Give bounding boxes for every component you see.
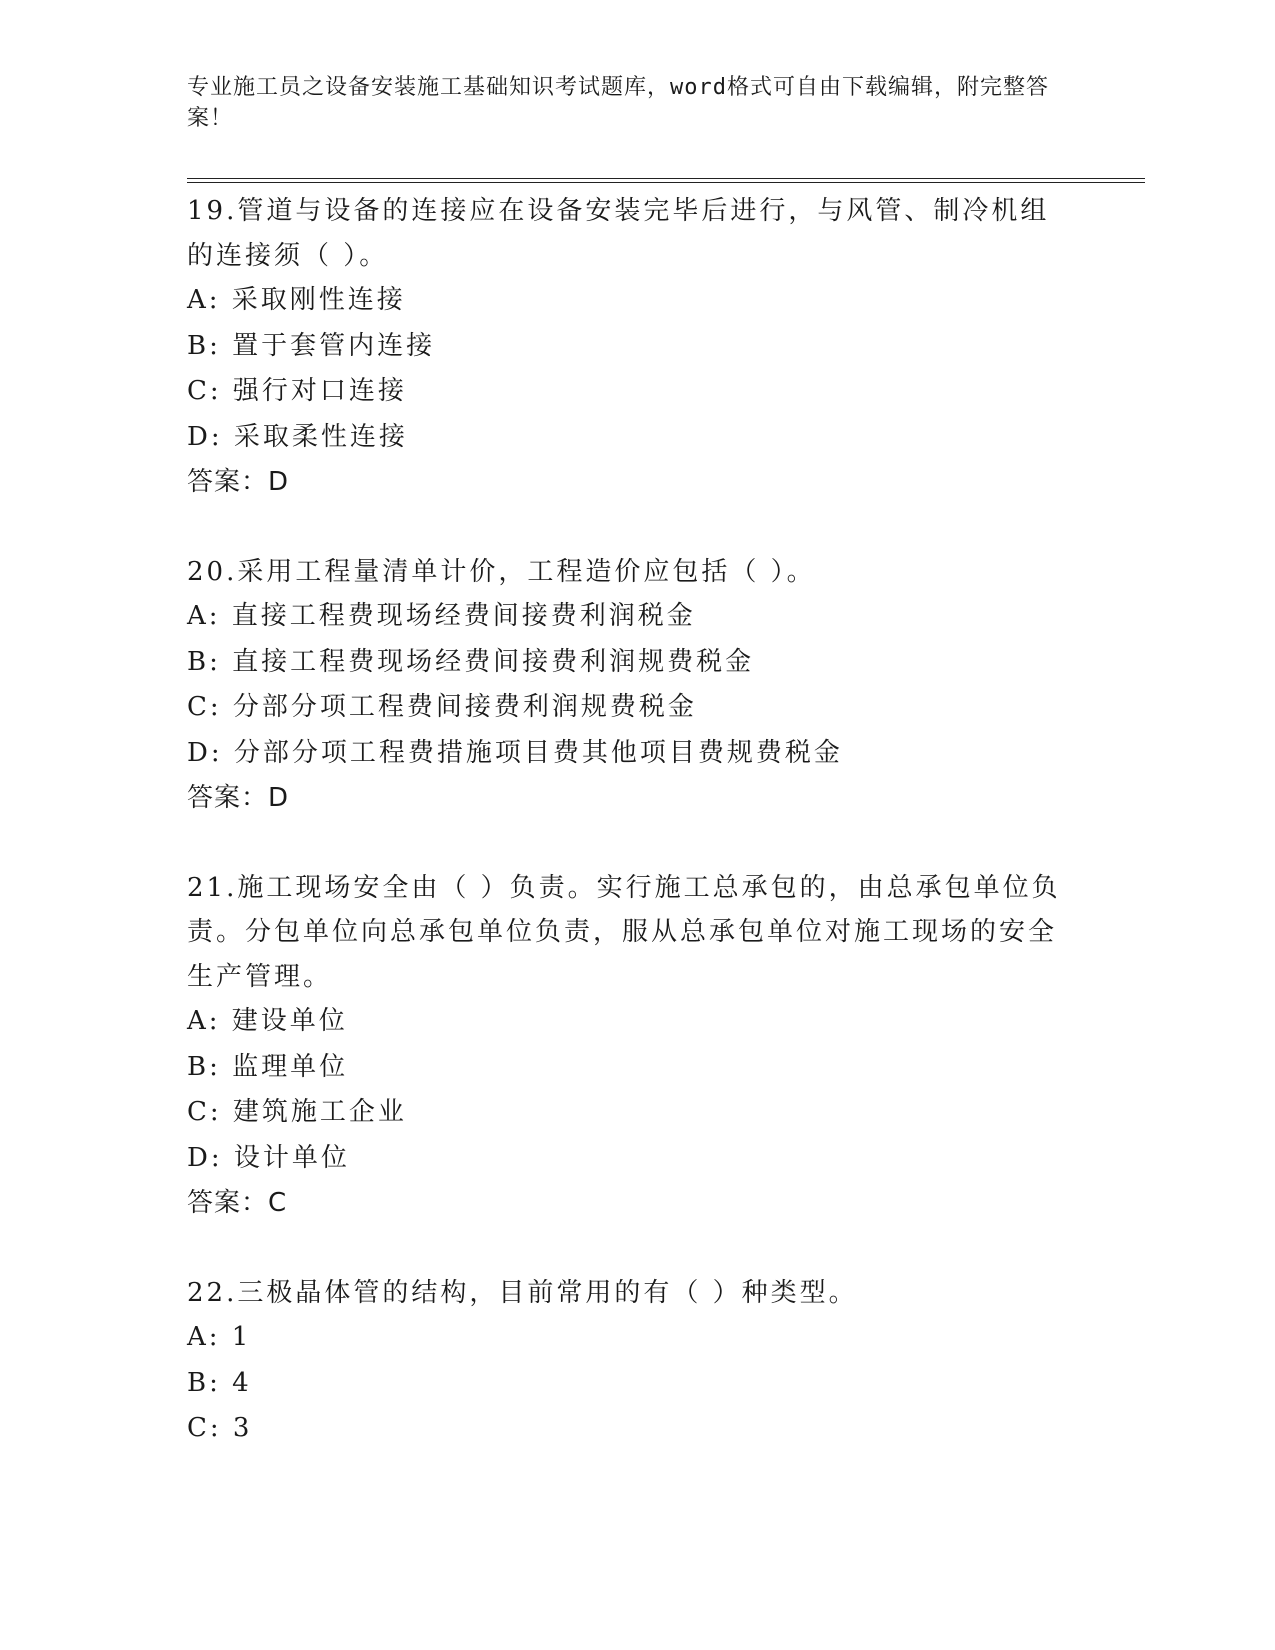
option-a: A: 采取刚性连接 [187,285,406,315]
question-21 [187,866,1067,1227]
question-19 [187,189,1067,506]
question-list [187,189,1067,1452]
option-d: D: 分部分项工程费措施项目费其他项目费规费税金 [187,737,843,768]
option-d: D: 采取柔性连接 [187,421,408,452]
option-c: C: 建筑施工企业 [187,1097,407,1127]
question-stem: 19.管道与设备的连接应在设备安装完毕后进行，与风管、制冷机组的连接须（ ）。 [187,196,1050,271]
header-divider-top [187,178,1145,179]
option-c: C: 分部分项工程费间接费利润规费税金 [187,692,697,722]
option-d: D: 设计单位 [187,1142,350,1173]
option-a: A: 1 [187,1322,252,1352]
header-divider-bottom [187,182,1145,183]
question-stem: 21.施工现场安全由（ ）负责。实行施工总承包的，由总承包单位负责。分包单位向总承包单位负责，服从总承包单位对施工现场的安全生产管理。 [187,872,1061,992]
answer: 答案：D [187,783,290,813]
question-22 [187,1271,1067,1452]
answer: 答案：C [187,1188,288,1218]
option-b: B: 监理单位 [187,1051,349,1082]
option-b: B: 4 [187,1367,252,1398]
option-a: A: 建设单位 [187,1006,348,1036]
question-stem: 22.三极晶体管的结构，目前常用的有（ ）种类型。 [187,1277,858,1308]
question-20 [187,550,1067,822]
document-header: 专业施工员之设备安装施工基础知识考试题库，word格式可自由下载编辑，附完整答案！ [187,75,1049,131]
question-stem: 20.采用工程量清单计价，工程造价应包括（ ）。 [187,556,816,587]
option-b: B: 直接工程费现场经费间接费利润规费税金 [187,646,755,677]
option-c: C: 强行对口连接 [187,376,407,406]
option-b: B: 置于套管内连接 [187,330,436,361]
option-a: A: 直接工程费现场经费间接费利润税金 [187,601,696,631]
answer: 答案：D [187,467,290,497]
option-c: C: 3 [187,1413,253,1443]
